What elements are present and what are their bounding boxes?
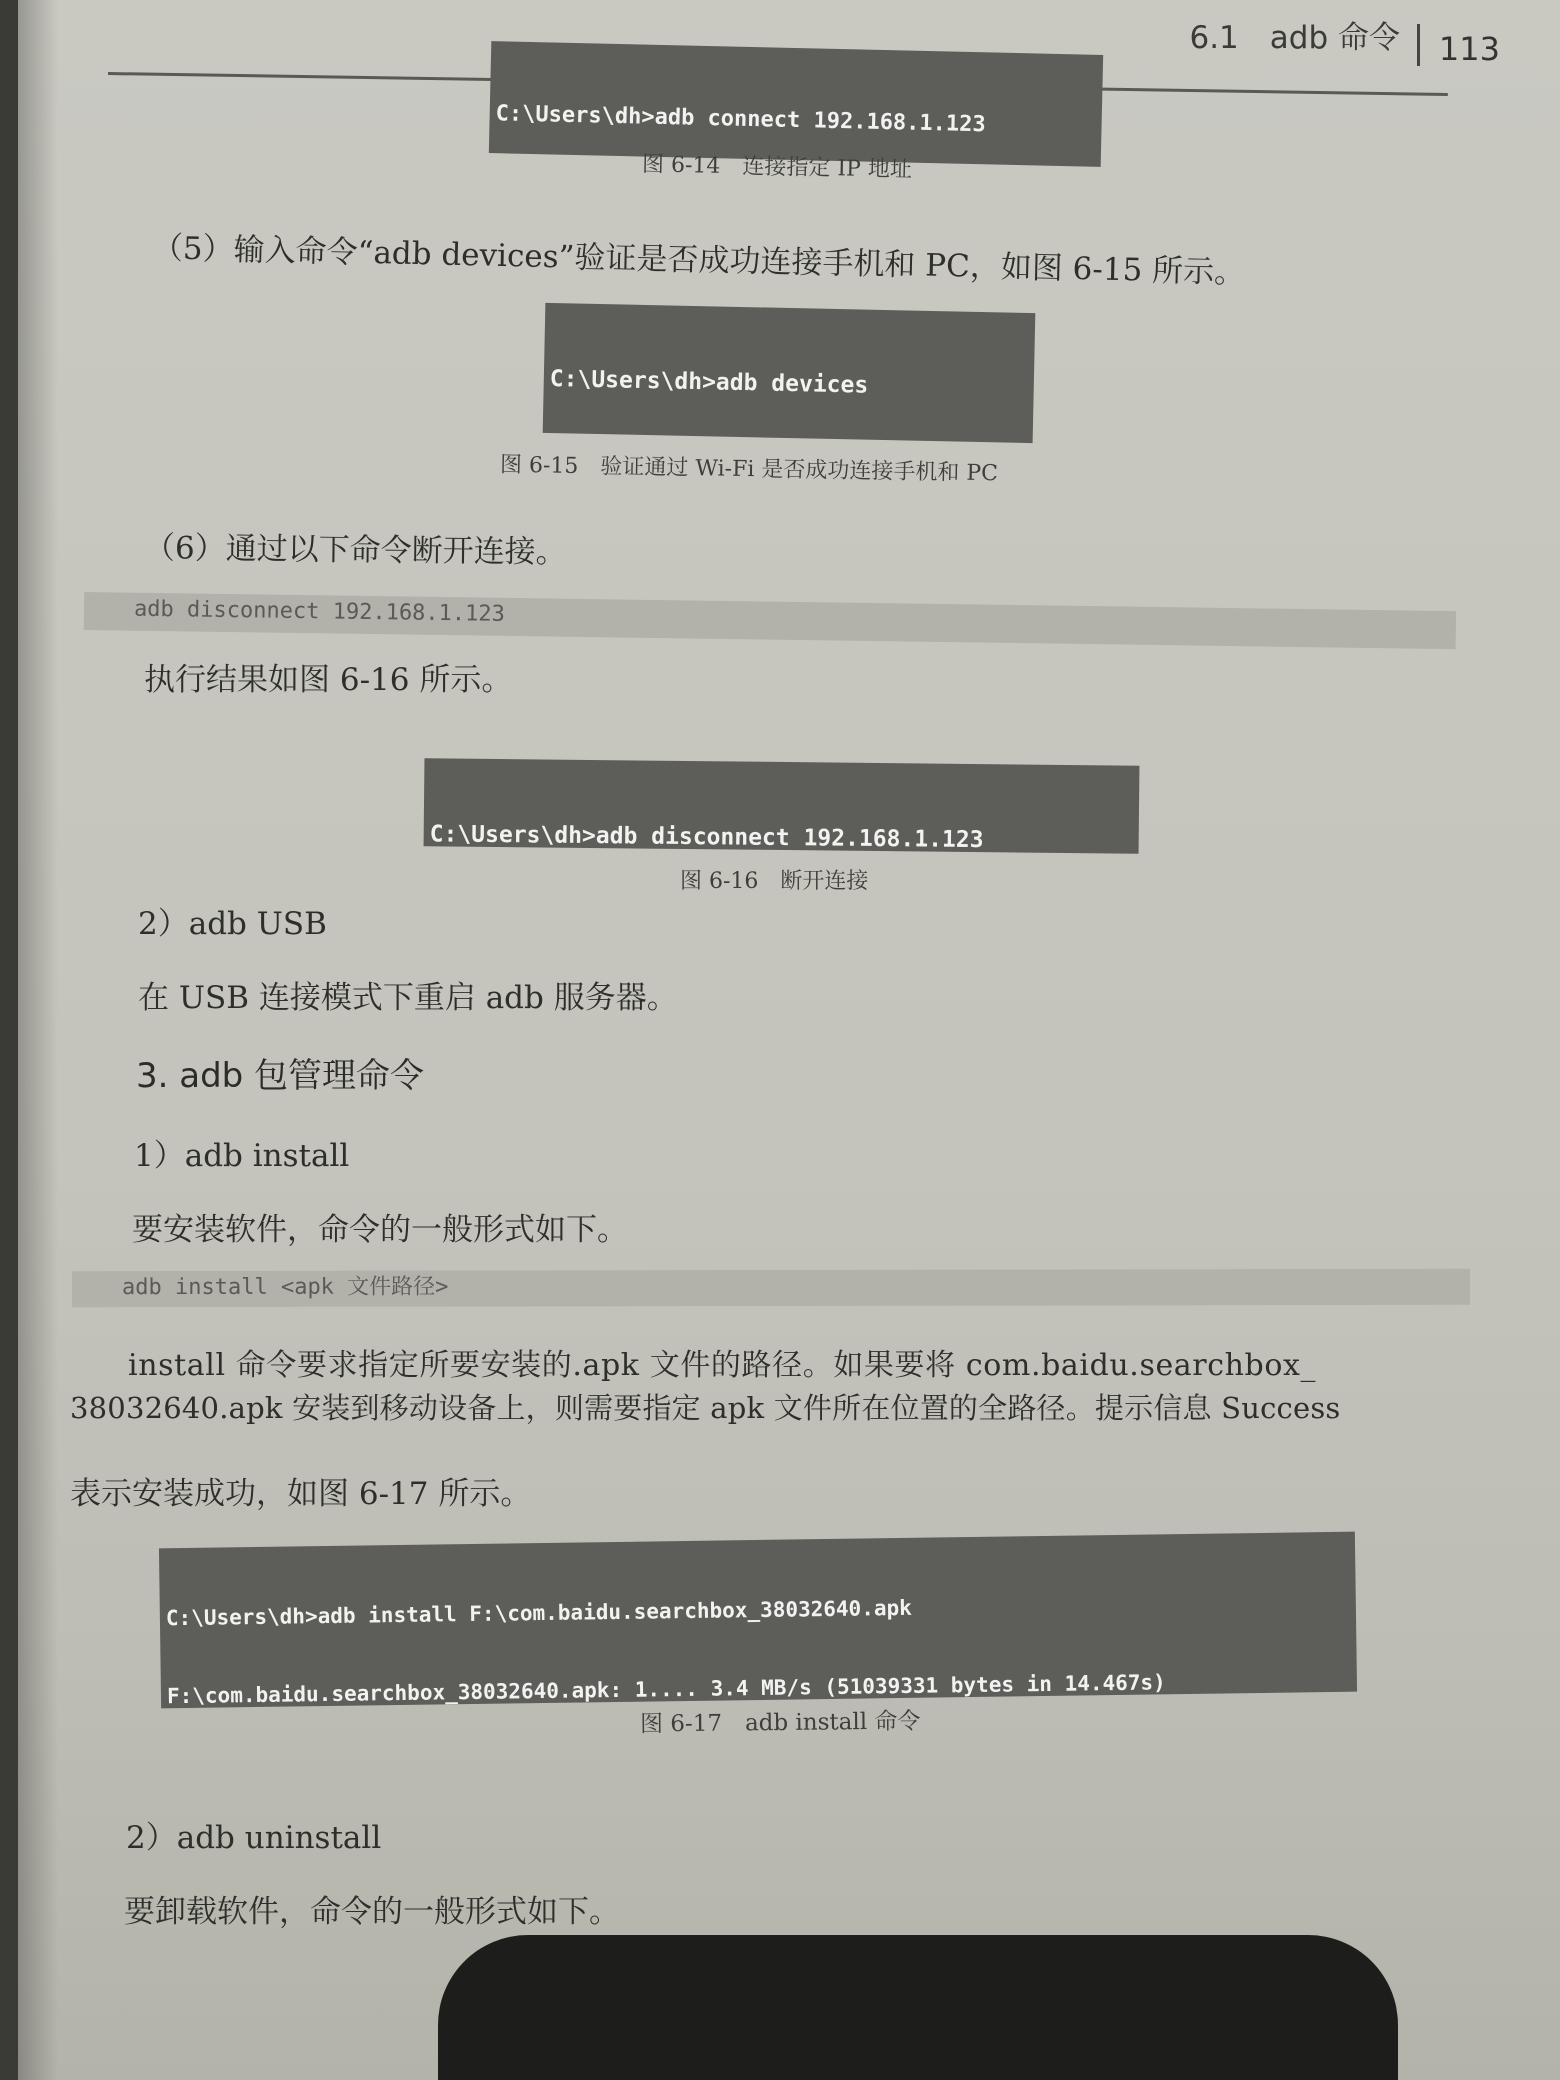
install-paragraph-line-1: install 命令要求指定所要安装的.apk 文件的路径。如果要将 com.baidu.searchbox_ [128,1348,1317,1383]
page-gutter-shadow [18,0,58,2080]
code-block-install: adb install <apk 文件路径> [72,1269,1470,1307]
figure-caption-6-17: 图 6-17 adb install 命令 [639,1708,921,1738]
book-page [18,0,1560,2080]
terminal-line: F:\com.baidu.searchbox_38032640.apk: 1.... 3.4 MB/s (51039331 bytes in 14.467s) [166,1670,1166,1709]
item-adb-install-desc: 要安装软件，命令的一般形式如下。 [132,1212,628,1248]
figure-caption-6-15: 图 6-15 验证通过 Wi-Fi 是否成功连接手机和 PC [499,452,999,487]
running-header: 6.1 adb 命令 [1189,20,1400,56]
terminal-line: C:\Users\dh>adb disconnect 192.168.1.123 [429,820,984,853]
item-adb-install-title: 1）adb install [134,1138,350,1174]
terminal-figure-6-14 [489,41,1103,167]
item-adb-uninstall-title: 2）adb uninstall [126,1820,382,1856]
page-number: 113 [1438,30,1500,68]
terminal-line: C:\Users\dh>adb connect 192.168.1.123 [495,101,986,138]
item-adb-usb-title: 2）adb USB [138,906,327,942]
finger-shadow [438,1935,1398,2080]
code-block-disconnect: adb disconnect 192.168.1.123 [84,592,1456,649]
terminal-figure-6-16 [424,758,1140,853]
step-5-text: （5）输入命令“adb devices”验证是否成功连接手机和 PC，如图 6-15 所示。 [151,230,1246,291]
terminal-figure-6-15 [543,303,1036,443]
result-text: 执行结果如图 6-16 所示。 [144,662,513,698]
header-divider [1417,24,1420,66]
install-paragraph-line-2: 38032640.apk 安装到移动设备上，则需要指定 apk 文件所在位置的全路径。提示信息 Success [70,1391,1341,1425]
terminal-line: C:\Users\dh>adb install F:\com.baidu.searchbox_38032640.apk [165,1595,912,1630]
item-adb-uninstall-desc: 要卸载软件，命令的一般形式如下。 [124,1894,620,1930]
step-6-text: （6）通过以下命令断开连接。 [143,530,567,571]
section-heading-3: 3. adb 包管理命令 [136,1056,425,1096]
figure-caption-6-14: 图 6-14 连接指定 IP 地址 [641,152,913,183]
terminal-line: C:\Users\dh>adb devices [549,365,869,399]
figure-caption-6-16: 图 6-16 断开连接 [680,869,869,894]
item-adb-usb-desc: 在 USB 连接模式下重启 adb 服务器。 [138,980,678,1016]
terminal-figure-6-17 [159,1532,1357,1709]
install-paragraph-line-3: 表示安装成功，如图 6-17 所示。 [70,1476,532,1512]
